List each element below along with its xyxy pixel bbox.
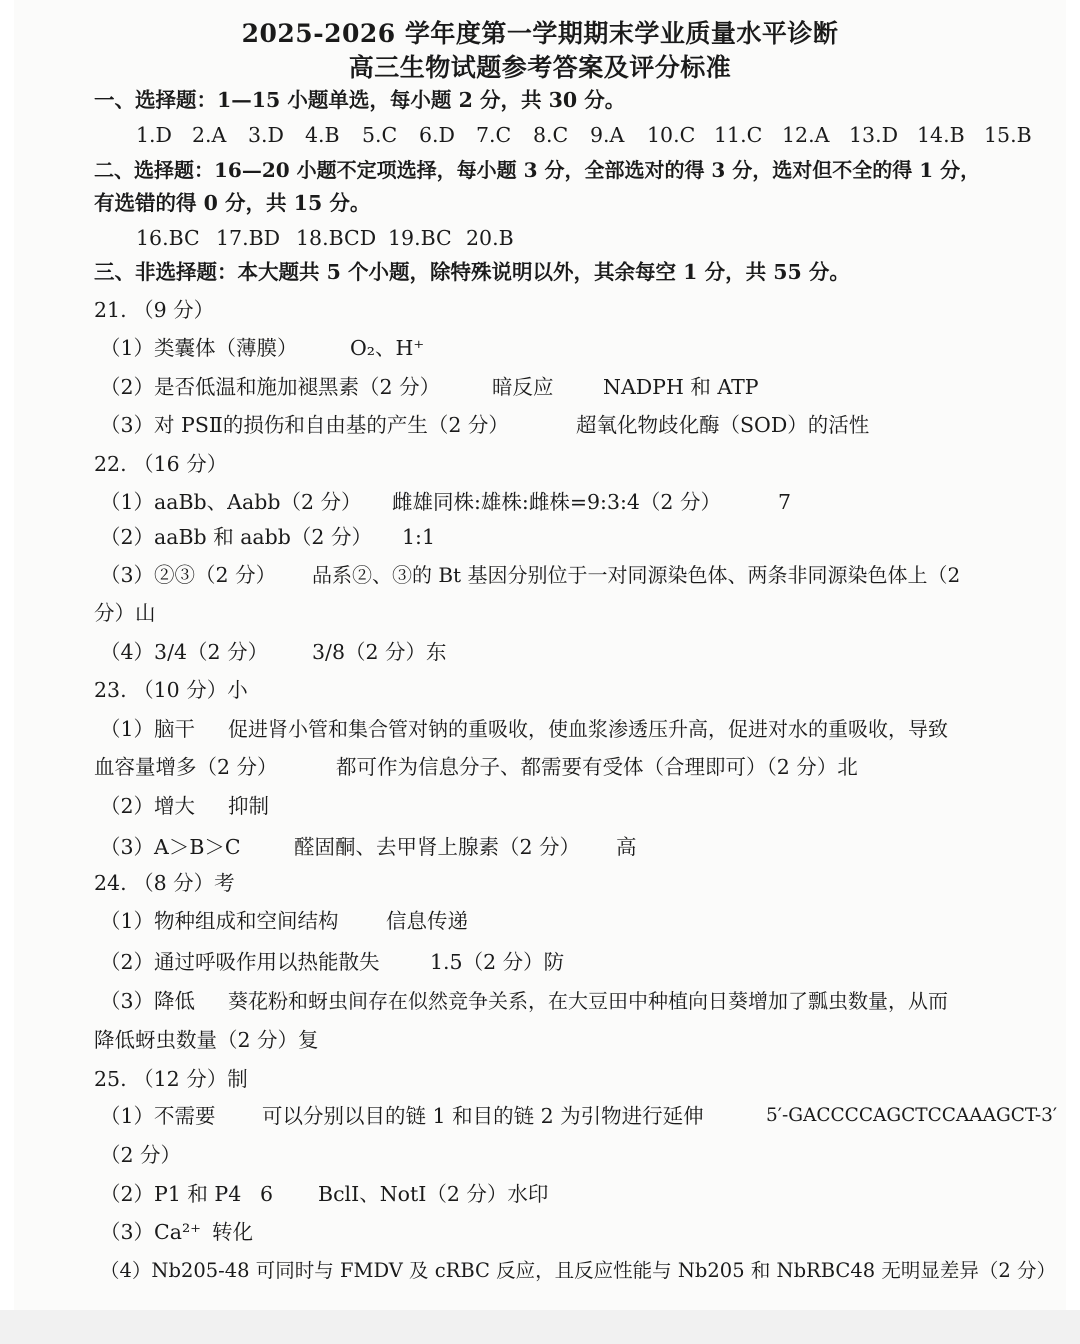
answer-line: （3）②③（2 分） [100, 563, 277, 587]
section1-answer-row [136, 121, 1032, 149]
answer-line: 1:1 [402, 525, 435, 549]
answer-line: 高 [616, 835, 637, 859]
section2-answer-row [136, 224, 514, 252]
answer-item: 1.D [136, 123, 172, 147]
answer-line: 可以分别以目的链 1 和目的链 2 为引物进行延伸 [262, 1104, 704, 1128]
answer-line: （2）通过呼吸作用以热能散失 [100, 950, 380, 974]
answer-line: （3）Ca²⁺ [100, 1220, 201, 1244]
answer-item: 6.D [419, 123, 455, 147]
answer-line: （2 分） [100, 1143, 182, 1167]
answer-line: （1）aaBb、Aabb（2 分） [100, 490, 362, 514]
answer-line: NADPH 和 ATP [603, 375, 759, 399]
answer-item: 15.B [984, 123, 1032, 147]
section3-heading: 三、非选择题：本大题共 5 个小题，除特殊说明以外，其余每空 1 分，共 55 分。 [94, 260, 850, 284]
section1-heading: 一、选择题：1—15 小题单选，每小题 2 分，共 30 分。 [94, 88, 626, 112]
answer-line: （2）P1 和 P4 [100, 1182, 242, 1206]
answer-line: （3）对 PSⅡ的损伤和自由基的产生（2 分） [100, 413, 509, 437]
answer-line: 5′-GACCCCAGCTCCAAAGCT-3′ [766, 1105, 1058, 1126]
answer-line: 6 [260, 1182, 274, 1206]
answer-line: 促进肾小管和集合管对钠的重吸收，使血浆渗透压升高，促进对水的重吸收，导致 [228, 717, 948, 741]
answer-line: （2）是否低温和施加褪黑素（2 分） [100, 375, 441, 399]
answer-item: 14.B [917, 123, 965, 147]
document-subtitle: 高三生物试题参考答案及评分标准 [348, 53, 732, 82]
answer-line: 3/8（2 分）东 [312, 640, 447, 664]
answer-item: 13.D [849, 123, 899, 147]
answer-line: 都可作为信息分子、都需要有受体（合理即可）（2 分）北 [336, 755, 858, 779]
answer-line: 品系②、③的 Bt 基因分别位于一对同源染色体、两条非同源染色体上（2 [312, 563, 961, 587]
answer-item: 8.C [533, 123, 569, 147]
question-21-heading: 21. （9 分） [94, 298, 215, 322]
answer-line: 1.5（2 分）防 [430, 950, 565, 974]
answer-item: 5.C [362, 123, 398, 147]
document-title: 2025-2026 学年度第一学期期末学业质量水平诊断 [241, 19, 839, 48]
answer-item: 17.BD [216, 226, 281, 250]
question-24-heading: 24. （8 分）考 [94, 871, 235, 895]
answer-line: 醛固酮、去甲肾上腺素（2 分） [294, 835, 581, 859]
page-bottom-margin [0, 1310, 1080, 1344]
answer-line: （1）不需要 [100, 1104, 216, 1128]
answer-line: 7 [778, 490, 792, 514]
section2-heading-cont: 有选错的得 0 分，共 15 分。 [94, 191, 371, 215]
answer-item: 4.B [305, 123, 340, 147]
answer-line: 血容量增多（2 分） [94, 755, 278, 779]
answer-item: 11.C [714, 123, 763, 147]
answer-item: 20.B [466, 226, 514, 250]
answer-item: 3.D [248, 123, 284, 147]
answer-line: 降低蚜虫数量（2 分）复 [94, 1028, 319, 1052]
answer-line: BclⅠ、NotⅠ（2 分）水印 [318, 1182, 549, 1206]
answer-line: 超氧化物歧化酶（SOD）的活性 [576, 413, 870, 437]
answer-item: 18.BCD [296, 226, 377, 250]
answer-line: （1）类囊体（薄膜） [100, 336, 298, 360]
answer-line: O₂、H⁺ [350, 336, 425, 360]
answer-item: 9.A [590, 123, 625, 147]
answer-line: 信息传递 [386, 909, 468, 933]
answer-line: （1）脑干 [100, 717, 196, 741]
answer-line: （3）A＞B＞C [100, 835, 241, 859]
answer-item: 12.A [782, 123, 830, 147]
answer-line: 暗反应 [492, 375, 554, 399]
question-23-heading: 23. （10 分）小 [94, 678, 248, 702]
answer-line: （3）降低 [100, 989, 196, 1013]
answer-line: （4）3/4（2 分） [100, 640, 269, 664]
answer-item: 19.BC [388, 226, 452, 250]
answer-line: 葵花粉和蚜虫间存在似然竞争关系，在大豆田中种植向日葵增加了瓢虫数量，从而 [228, 989, 948, 1013]
answer-line: 雌雄同株:雄株:雌株=9:3:4（2 分） [392, 490, 721, 514]
answer-line: 分）山 [94, 601, 156, 625]
answer-line: 抑制 [228, 794, 269, 818]
answer-item: 16.BC [136, 226, 200, 250]
question-22-heading: 22. （16 分） [94, 452, 228, 476]
section2-heading: 二、选择题：16—20 小题不定项选择，每小题 3 分，全部选对的得 3 分，选对但不全的得 1 分， [94, 158, 981, 182]
answer-item: 7.C [476, 123, 512, 147]
question-25-heading: 25. （12 分）制 [94, 1067, 248, 1091]
answer-item: 10.C [647, 123, 696, 147]
answer-item: 2.A [192, 123, 227, 147]
answer-line: （2）aaBb 和 aabb（2 分） [100, 525, 372, 549]
answer-line: （1）物种组成和空间结构 [100, 909, 339, 933]
answer-line: （2）增大 [100, 794, 196, 818]
answer-line: （4）Nb205-48 可同时与 FMDV 及 cRBC 反应，且反应性能与 Nb205 和 NbRBC48 无明显差异（2 分） [100, 1259, 1056, 1282]
answer-line: 转化 [212, 1220, 253, 1244]
